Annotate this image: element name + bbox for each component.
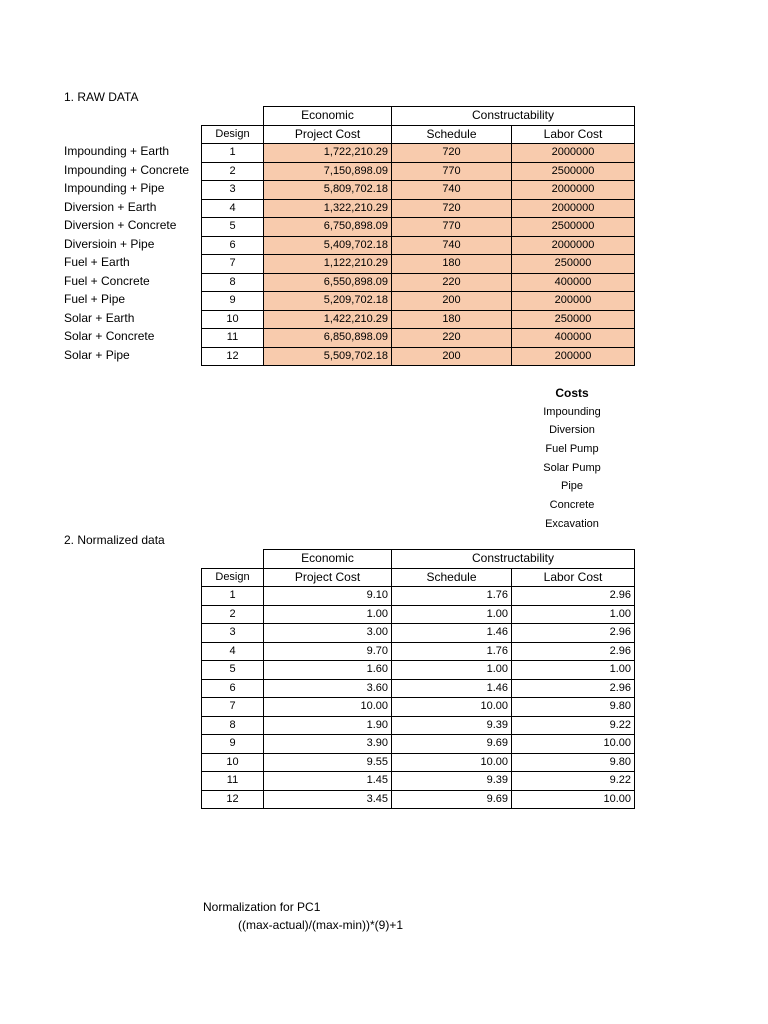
project-cost-cell: 5,509,702.18 xyxy=(264,347,392,366)
labor-cost-cell: 2000000 xyxy=(512,181,635,200)
cost-item: Concrete xyxy=(549,499,595,512)
design-label: Fuel + Pipe xyxy=(64,292,126,306)
schedule-cell: 1.46 xyxy=(392,679,512,698)
design-label: Fuel + Earth xyxy=(64,255,130,269)
schedule-column-header: Schedule xyxy=(392,125,512,144)
labor-cost-cell: 250000 xyxy=(512,310,635,329)
project-cost-cell: 3.00 xyxy=(264,624,392,643)
cost-item: Excavation xyxy=(545,517,599,530)
table-row xyxy=(202,735,635,754)
design-column-header: Design xyxy=(202,568,264,587)
labor-cost-cell: 9.22 xyxy=(512,716,635,735)
project-cost-cell: 3.90 xyxy=(264,735,392,754)
formula-expression: ((max-actual)/(max-min))*(9)+1 xyxy=(238,918,404,932)
table-row xyxy=(202,605,635,624)
design-label: Solar + Concrete xyxy=(64,329,155,343)
labor-cost-cell: 9.80 xyxy=(512,698,635,717)
labor-cost-cell: 2000000 xyxy=(512,236,635,255)
schedule-cell: 9.39 xyxy=(392,772,512,791)
table-row xyxy=(202,587,635,606)
table-row xyxy=(202,236,635,255)
design-label: Impounding + Pipe xyxy=(64,181,165,195)
labor-cost-cell: 2000000 xyxy=(512,144,635,163)
constructability-header: Constructability xyxy=(392,107,635,126)
design-number-cell: 6 xyxy=(202,236,264,255)
normalized-data-table xyxy=(201,549,635,809)
schedule-cell: 220 xyxy=(392,273,512,292)
constructability-header: Constructability xyxy=(392,550,635,569)
schedule-cell: 10.00 xyxy=(392,753,512,772)
schedule-cell: 1.00 xyxy=(392,661,512,680)
schedule-cell: 740 xyxy=(392,236,512,255)
project-cost-column-header: Project Cost xyxy=(264,125,392,144)
economic-header: Economic xyxy=(264,550,392,569)
table-row xyxy=(202,716,635,735)
project-cost-column-header: Project Cost xyxy=(264,568,392,587)
schedule-cell: 1.76 xyxy=(392,587,512,606)
schedule-cell: 9.69 xyxy=(392,735,512,754)
design-number-cell: 3 xyxy=(202,181,264,200)
labor-cost-column-header: Labor Cost xyxy=(512,568,635,587)
table-corner xyxy=(202,550,264,569)
design-label: Impounding + Earth xyxy=(64,144,170,158)
cost-item: Pipe xyxy=(560,480,584,493)
table-row xyxy=(202,642,635,661)
schedule-cell: 720 xyxy=(392,144,512,163)
labor-cost-cell: 200000 xyxy=(512,347,635,366)
design-label-list xyxy=(64,142,189,364)
labor-cost-cell: 400000 xyxy=(512,329,635,348)
design-number-cell: 12 xyxy=(202,347,264,366)
design-column-header: Design xyxy=(202,125,264,144)
project-cost-cell: 10.00 xyxy=(264,698,392,717)
project-cost-cell: 5,409,702.18 xyxy=(264,236,392,255)
schedule-cell: 1.46 xyxy=(392,624,512,643)
labor-cost-cell: 2.96 xyxy=(512,587,635,606)
schedule-cell: 180 xyxy=(392,255,512,274)
table-row xyxy=(202,273,635,292)
labor-cost-cell: 1.00 xyxy=(512,661,635,680)
design-number-cell: 2 xyxy=(202,162,264,181)
cost-item: Impounding xyxy=(543,405,601,418)
table-row xyxy=(202,144,635,163)
costs-title: Costs xyxy=(555,386,589,400)
raw-data-title: 1. RAW DATA xyxy=(64,90,139,104)
table-row xyxy=(202,218,635,237)
project-cost-cell: 3.60 xyxy=(264,679,392,698)
design-label: Diversion + Earth xyxy=(64,199,157,214)
design-number-cell: 1 xyxy=(202,144,264,163)
design-number-cell: 6 xyxy=(202,679,264,698)
design-label: Impounding + Concrete xyxy=(64,162,190,177)
cost-item: Diversion xyxy=(549,424,595,437)
normalized-data-title: 2. Normalized data xyxy=(64,533,165,547)
design-number-cell: 5 xyxy=(202,661,264,680)
project-cost-cell: 1,322,210.29 xyxy=(264,199,392,218)
project-cost-cell: 9.55 xyxy=(264,753,392,772)
project-cost-cell: 1,422,210.29 xyxy=(264,310,392,329)
project-cost-cell: 1.60 xyxy=(264,661,392,680)
design-number-cell: 7 xyxy=(202,255,264,274)
labor-cost-cell: 200000 xyxy=(512,292,635,311)
design-number-cell: 9 xyxy=(202,735,264,754)
labor-cost-cell: 2500000 xyxy=(512,218,635,237)
schedule-cell: 10.00 xyxy=(392,698,512,717)
project-cost-cell: 6,850,898.09 xyxy=(264,329,392,348)
table-row xyxy=(202,255,635,274)
labor-cost-cell: 2500000 xyxy=(512,162,635,181)
labor-cost-column-header: Labor Cost xyxy=(512,125,635,144)
design-number-cell: 4 xyxy=(202,199,264,218)
design-label: Fuel + Concrete xyxy=(64,273,150,288)
design-number-cell: 8 xyxy=(202,273,264,292)
design-number-cell: 9 xyxy=(202,292,264,311)
labor-cost-cell: 2.96 xyxy=(512,624,635,643)
design-number-cell: 11 xyxy=(202,329,264,348)
project-cost-cell: 1.45 xyxy=(264,772,392,791)
project-cost-cell: 1,722,210.29 xyxy=(264,144,392,163)
schedule-cell: 200 xyxy=(392,347,512,366)
schedule-cell: 1.00 xyxy=(392,605,512,624)
labor-cost-cell: 250000 xyxy=(512,255,635,274)
labor-cost-cell: 10.00 xyxy=(512,735,635,754)
design-label: Diversion + Concrete xyxy=(64,218,177,232)
schedule-cell: 9.39 xyxy=(392,716,512,735)
labor-cost-cell: 2000000 xyxy=(512,199,635,218)
table-corner xyxy=(202,107,264,126)
schedule-cell: 1.76 xyxy=(392,642,512,661)
project-cost-cell: 5,209,702.18 xyxy=(264,292,392,311)
design-label: Diversioin + Pipe xyxy=(64,236,155,251)
project-cost-cell: 1.00 xyxy=(264,605,392,624)
design-number-cell: 5 xyxy=(202,218,264,237)
raw-data-table xyxy=(201,106,635,366)
cost-item: Fuel Pump xyxy=(545,443,599,456)
schedule-cell: 720 xyxy=(392,199,512,218)
schedule-cell: 220 xyxy=(392,329,512,348)
project-cost-cell: 1.90 xyxy=(264,716,392,735)
project-cost-cell: 3.45 xyxy=(264,790,392,809)
schedule-cell: 770 xyxy=(392,162,512,181)
labor-cost-cell: 10.00 xyxy=(512,790,635,809)
design-number-cell: 7 xyxy=(202,698,264,717)
table-row xyxy=(202,772,635,791)
schedule-cell: 200 xyxy=(392,292,512,311)
design-number-cell: 8 xyxy=(202,716,264,735)
project-cost-cell: 1,122,210.29 xyxy=(264,255,392,274)
labor-cost-cell: 9.22 xyxy=(512,772,635,791)
table-row xyxy=(202,199,635,218)
table-row xyxy=(202,753,635,772)
cost-item: Solar Pump xyxy=(543,461,601,474)
schedule-cell: 9.69 xyxy=(392,790,512,809)
schedule-column-header: Schedule xyxy=(392,568,512,587)
design-number-cell: 12 xyxy=(202,790,264,809)
table-row xyxy=(202,698,635,717)
project-cost-cell: 9.70 xyxy=(264,642,392,661)
project-cost-cell: 7,150,898.09 xyxy=(264,162,392,181)
table-row xyxy=(202,292,635,311)
table-row xyxy=(202,162,635,181)
design-label: Solar + Pipe xyxy=(64,347,130,362)
project-cost-cell: 5,809,702.18 xyxy=(264,181,392,200)
table-row xyxy=(202,790,635,809)
design-number-cell: 3 xyxy=(202,624,264,643)
design-number-cell: 10 xyxy=(202,753,264,772)
schedule-cell: 180 xyxy=(392,310,512,329)
table-row xyxy=(202,310,635,329)
design-number-cell: 11 xyxy=(202,772,264,791)
design-number-cell: 10 xyxy=(202,310,264,329)
schedule-cell: 770 xyxy=(392,218,512,237)
design-number-cell: 2 xyxy=(202,605,264,624)
project-cost-cell: 9.10 xyxy=(264,587,392,606)
project-cost-cell: 6,750,898.09 xyxy=(264,218,392,237)
design-number-cell: 1 xyxy=(202,587,264,606)
design-number-cell: 4 xyxy=(202,642,264,661)
project-cost-cell: 6,550,898.09 xyxy=(264,273,392,292)
table-row xyxy=(202,661,635,680)
labor-cost-cell: 2.96 xyxy=(512,642,635,661)
labor-cost-cell: 2.96 xyxy=(512,679,635,698)
costs-list xyxy=(532,384,612,530)
table-row xyxy=(202,624,635,643)
table-row xyxy=(202,181,635,200)
table-row xyxy=(202,329,635,348)
table-row xyxy=(202,347,635,366)
design-label: Solar + Earth xyxy=(64,310,135,325)
formula-title: Normalization for PC1 xyxy=(203,900,321,914)
labor-cost-cell: 9.80 xyxy=(512,753,635,772)
schedule-cell: 740 xyxy=(392,181,512,200)
economic-header: Economic xyxy=(264,107,392,126)
labor-cost-cell: 1.00 xyxy=(512,605,635,624)
labor-cost-cell: 400000 xyxy=(512,273,635,292)
table-row xyxy=(202,679,635,698)
